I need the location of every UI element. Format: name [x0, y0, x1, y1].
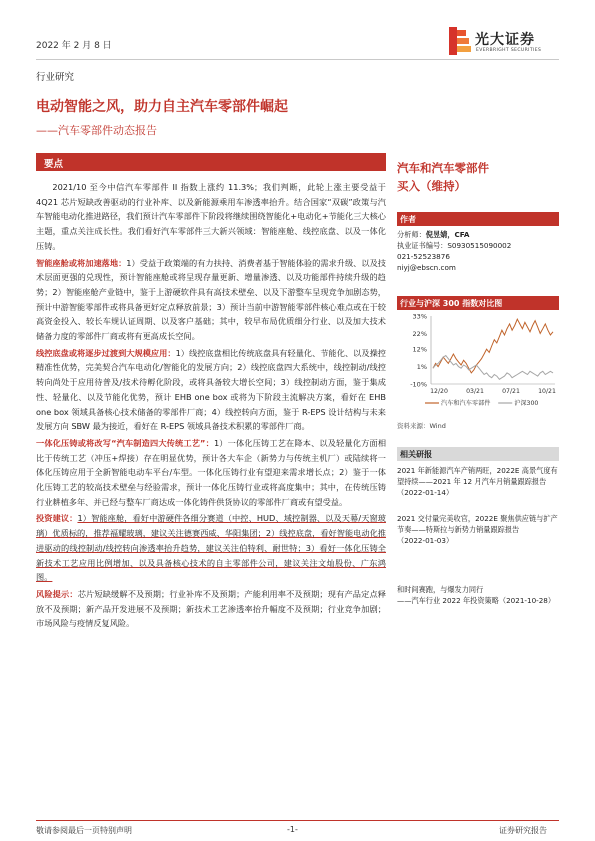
rating: 买入（维持）	[397, 179, 466, 193]
die-casting-text: 1）一体化压铸工艺在降本、以及轻量化方面相比于传统工艺（冲压+焊接）存在明显优势，预计各大车企（新势力与传统主机厂）或陆续将一体化压铸应用于全新智能电动车平台/车型。一体化压铸行业有望迎来需求增长点；2）鉴于一体化压铸工艺的较高技术壁垒与经验需求，预计一体化压铸行业或将高度集中；其中，在传统压铸行业耕植多年、并已经与整车厂商达成一体化铸件供货协议的零部件厂商或有望受益。	[36, 437, 387, 507]
related-report-3[interactable]	[397, 584, 559, 606]
analyst-line	[397, 229, 559, 240]
wire-chassis-paragraph	[36, 346, 386, 434]
related-report-date: ——汽车行业 2022 年投资策略（2021-10-28）	[397, 596, 556, 605]
report-title: 电动智能之风，助力自主汽车零部件崛起	[36, 99, 288, 115]
related-report-date: （2022-01-03）	[397, 536, 454, 545]
related-report-1[interactable]	[397, 465, 559, 498]
author-header	[397, 212, 559, 226]
wire-chassis-heading: 线控底盘或将逐步过渡到大规模应用：	[36, 347, 176, 358]
related-report-title[interactable]: 2021 交付量完美收官，2022E 聚焦供应链与扩产节奏——特斯拉与新势力销量跟踪报告	[397, 514, 558, 534]
series-line-1	[433, 319, 553, 373]
report-category: 行业研究	[36, 72, 75, 83]
investment-heading: 投资建议：	[36, 513, 78, 524]
smart-cockpit-heading: 智能座舱或将加速落地：	[36, 257, 127, 268]
legend-label: 沪深300	[514, 400, 539, 408]
keypoints-label: 要点	[44, 159, 64, 170]
chart-header	[397, 296, 559, 310]
x-tick-label: 03/21	[466, 388, 484, 395]
industry-name: 汽车和汽车零部件	[397, 161, 489, 175]
related-header	[397, 447, 559, 461]
risk-heading: 风险提示：	[36, 588, 78, 599]
legend-label: 汽车和汽车零部件	[441, 400, 491, 408]
chart-source: 资料来源：Wind	[397, 422, 446, 430]
y-tick-label: 33%	[412, 312, 427, 321]
chart-label: 行业与沪深 300 指数对比图	[400, 299, 503, 308]
license-number: 执业证书编号：S0930515090002	[397, 241, 512, 250]
smart-cockpit-text: 1）受益于政策端的有力扶持、消费者基于智能体验的需求升级、以及技术层面更强的兑现性，预计智能座舱或将呈现存量更新、增量渗透、以及功能部件持续升级的趋势；2）智能座舱产业链中，鉴于上游硬软件具有高技术壁垒、以及下游整车呈现竞争加剧态势，预计中游智能零部件或将具备更好定点释放前景；3）预计当前中游智能零部件核心难点或在于较高资金投入、较长车规认证周期、以及客户基础；其中，较早布局优质细分行业、以及加大技术储备力度的零部件厂商或将有更高成长空间。	[36, 257, 386, 342]
x-tick-label: 07/21	[502, 388, 520, 395]
analyst-prefix: 分析师：	[397, 230, 426, 239]
logo-text-en: EVERBRIGHT SECURITIES	[476, 48, 542, 53]
page-number: -1-	[287, 825, 298, 834]
die-casting-heading: 一体化压铸或将改写“汽车制造四大传统工艺”：	[36, 437, 214, 448]
y-tick-label: 12%	[412, 345, 427, 354]
keypoints-header	[36, 153, 386, 171]
investment-text: 1）智能座舱，看好中游硬件各细分赛道（中控、HUD、域控制器、以及天幕/天窗玻璃）优质标的，推荐福耀玻璃，建议关注德赛西威、华阳集团；2）线控底盘，看好智能电动化推进驱动的线控制动/线控转向渗透率抬升趋势，建议关注伯特利、耐世特；3）看好一体化压铸全新技术工艺应用比例增加、以及具备核心技术的自主零部件公司，建议关注文灿股份、广东鸿图。	[36, 513, 386, 583]
related-report-title[interactable]: 2021 年新能源汽车产销两旺，2022E 高景气度有望持续——2021 年 12 月汽车月销量跟踪报告	[397, 466, 558, 486]
related-report-title[interactable]: 和时间赛跑，与爆发力同行	[397, 585, 484, 594]
intro-paragraph: 2021/10 至今中信汽车零部件 II 指数上涨约 11.3%；我们判断，此轮上涨主要受益于 4Q21 芯片短缺改善驱动的行业补库、以及新能源乘用车渗透率抬升。结合国家“双碳”政策与汽车智能电动化推进路径，我们预计汽车零部件下阶段将继续围绕智能化+电动化+节能化三大核心主题，重点关注成长性。我们看好汽车零部件三大新兴领域：智能座舱、线控底盘、以及一体化压铸。	[36, 182, 386, 251]
analyst-phone: 021-52523876	[397, 252, 450, 261]
keypoints-body	[36, 180, 386, 631]
brand-logo	[449, 27, 559, 59]
y-tick-label: 1%	[416, 363, 427, 372]
footer-divider	[36, 820, 559, 821]
comparison-chart	[397, 310, 559, 415]
related-report-date: （2022-01-14）	[397, 488, 454, 497]
y-tick-label: -10%	[410, 380, 427, 389]
related-report-2[interactable]	[397, 513, 559, 546]
related-label: 相关研报	[400, 450, 432, 459]
logo-text-cn: 光大证券	[475, 32, 535, 48]
everbright-logo-icon	[449, 27, 471, 55]
comparison-chart-svg	[397, 310, 559, 415]
header-divider	[36, 59, 559, 60]
author-label: 作者	[400, 215, 416, 224]
x-tick-label: 10/21	[538, 388, 556, 395]
risk-text: 芯片短缺缓解不及预期；行业补库不及预期；产能利用率不及预期；现有产品定点释放不及预期；新产品开发进展不及预期；新技术工艺渗透率抬升幅度不及预期；行业竞争加剧；市场风险与疫情反复风险。	[36, 588, 386, 629]
x-tick-label: 12/20	[430, 388, 448, 395]
footer-disclaimer: 敬请参阅最后一页特别声明	[36, 826, 132, 835]
risk-paragraph	[36, 587, 386, 631]
analyst-name: 倪昱婧，CFA	[425, 230, 470, 239]
footer-report-type: 证券研究报告	[499, 826, 547, 835]
report-date: 2022 年 2 月 8 日	[36, 41, 112, 51]
smart-cockpit-paragraph	[36, 256, 386, 344]
report-subtitle: ——汽车零部件动态报告	[36, 124, 157, 137]
investment-paragraph	[36, 511, 386, 585]
analyst-email[interactable]: niyj@ebscn.com	[397, 263, 456, 272]
die-casting-paragraph	[36, 436, 386, 510]
wire-chassis-text: 1）线控底盘相比传统底盘具有轻量化、节能化、以及操控精准性优势，完美契合汽车电动化/智能化的发展方向；2）线控底盘四大系统中，线控制动/线控转向尚处于应用待普及/技术待孵化阶段，或将具备较大增长空间；3）线控制动方面，鉴于集成性、轻量化、以及节能化优势，预计 EHB one box 或将为下阶段主流解决方案，看好在 EHB one box 领域具备核心技术储备的零部件厂商；4）线控转向方面，鉴于 R-EPS 设计结构与未来发展方向 SBW 最为接近，看好在 R-EPS 领域具备技术积累的零部件厂商。	[36, 347, 386, 432]
y-tick-label: 22%	[412, 329, 427, 338]
